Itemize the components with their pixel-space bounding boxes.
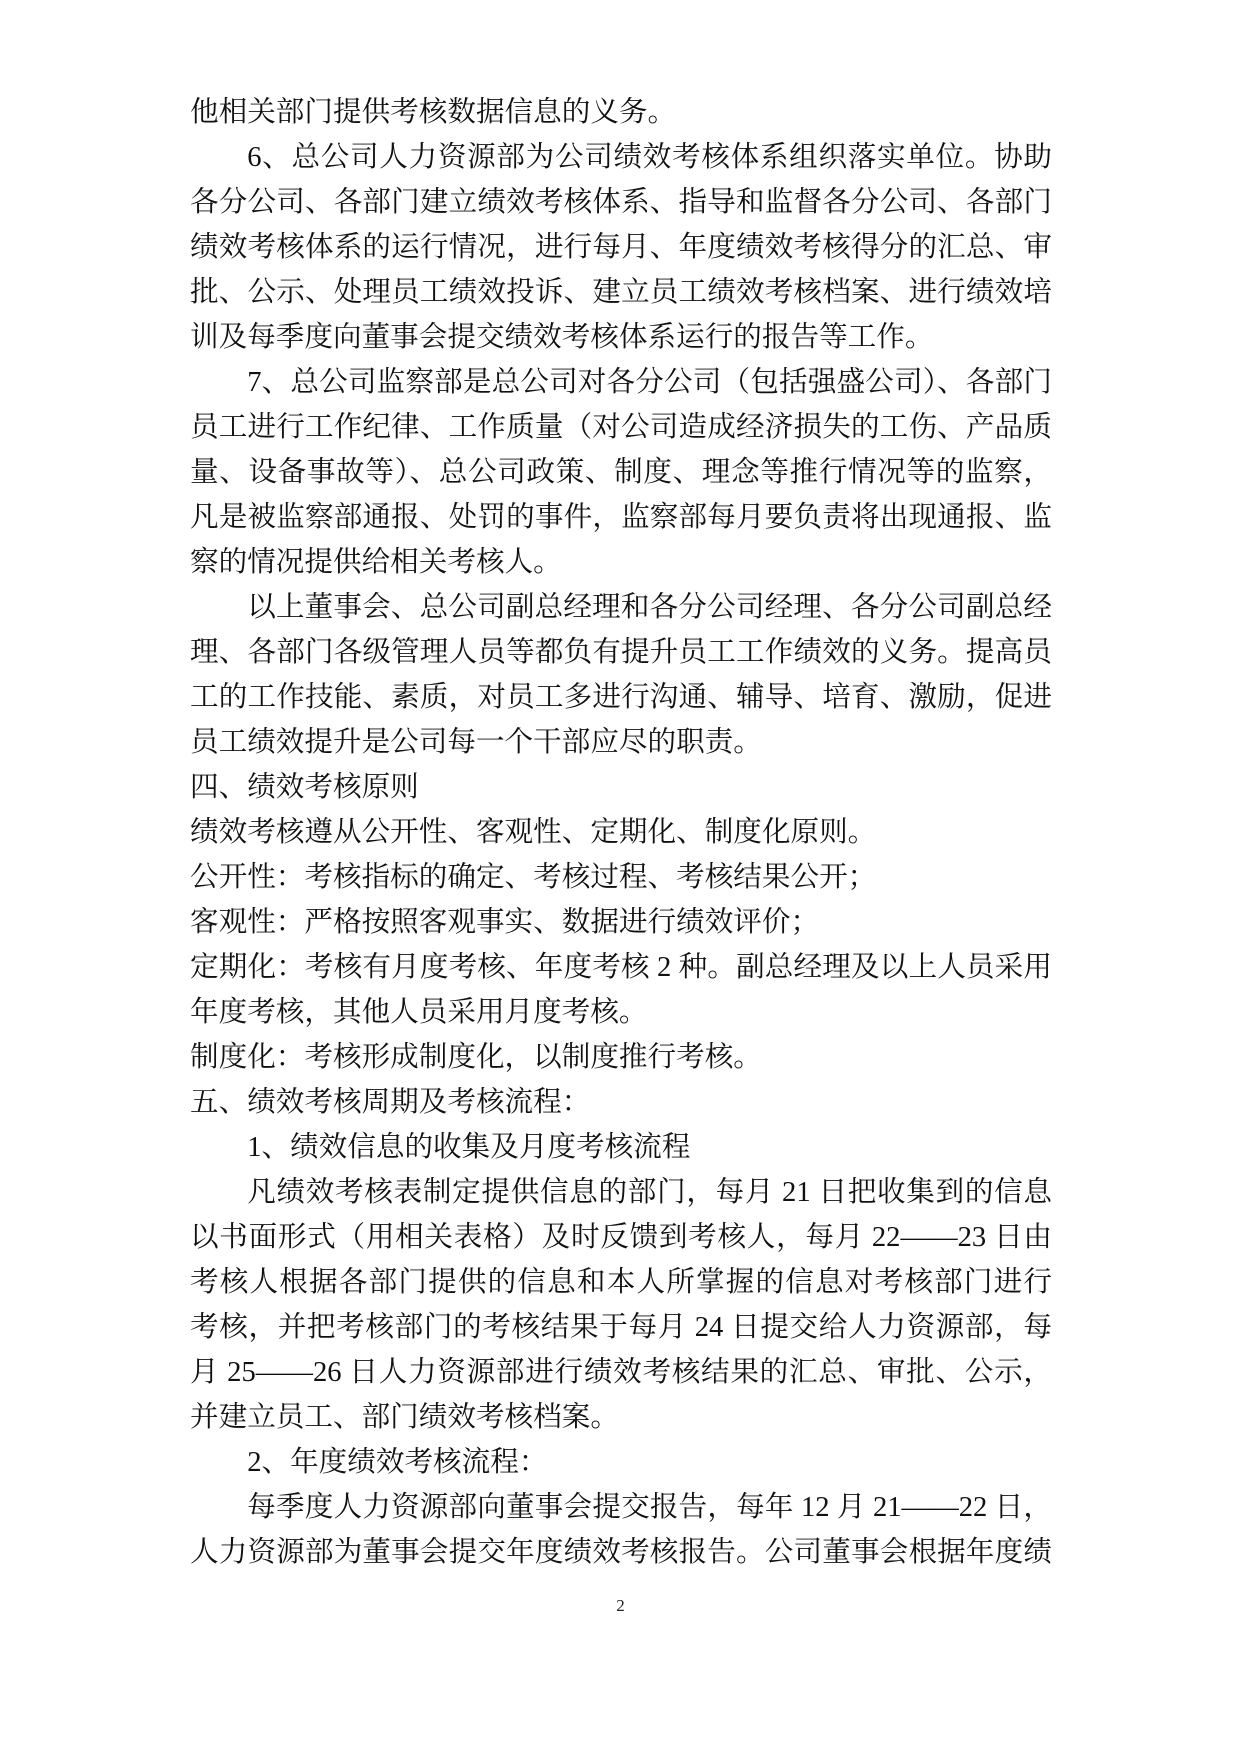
text-line: 员工进行工作纪律、工作质量（对公司造成经济损失的工伤、产品质 — [190, 412, 1052, 443]
text-line: 并建立员工、部门绩效考核档案。 — [190, 1402, 619, 1433]
text-line: 员工绩效提升是公司每一个干部应尽的职责。 — [190, 727, 762, 758]
paragraph-institutionalization — [190, 1035, 1052, 1080]
section-heading: 四、绩效考核原则 — [190, 772, 419, 803]
text-line: 月 25——26 日人力资源部进行绩效考核结果的汇总、审批、公示， — [190, 1357, 1052, 1388]
text-line: 批、公示、处理员工绩效投诉、建立员工绩效考核档案、进行绩效培 — [190, 277, 1052, 308]
text-line: 以上董事会、总公司副总经理和各分公司经理、各分公司副总经 — [247, 592, 1052, 623]
text-line: 各分公司、各部门建立绩效考核体系、指导和监督各分公司、各部门 — [190, 187, 1052, 218]
text-line: 绩效考核遵从公开性、客观性、定期化、制度化原则。 — [190, 817, 877, 848]
paragraph-periodicity — [190, 945, 1052, 1035]
section-heading: 五、绩效考核周期及考核流程： — [190, 1087, 591, 1118]
page-number: 2 — [616, 1596, 625, 1615]
text-line: 训及每季度向董事会提交绩效考核体系运行的报告等工作。 — [190, 322, 934, 353]
text-line: 量、设备事故等）、总公司政策、制度、理念等推行情况等的监察， — [190, 457, 1052, 488]
section-heading-principles — [190, 765, 1052, 810]
paragraph-objectivity — [190, 900, 1052, 945]
subheading-annual-process — [190, 1440, 1052, 1485]
paragraph-annual-process — [190, 1485, 1052, 1575]
section-heading-cycle — [190, 1080, 1052, 1125]
sub-heading: 1、绩效信息的收集及月度考核流程 — [247, 1132, 691, 1163]
paragraph-monthly-process — [190, 1170, 1052, 1440]
text-line: 年度考核，其他人员采用月度考核。 — [190, 997, 648, 1028]
sub-heading: 2、年度绩效考核流程： — [247, 1447, 548, 1478]
text-line: 制度化：考核形成制度化，以制度推行考核。 — [190, 1042, 762, 1073]
text-line: 每季度人力资源部向董事会提交报告，每年 12 月 21——22 日， — [247, 1492, 1052, 1523]
text-line: 7、总公司监察部是总公司对各分公司（包括强盛公司）、各部门 — [247, 367, 1052, 398]
subheading-monthly-process — [190, 1125, 1052, 1170]
text-line: 人力资源部为董事会提交年度绩效考核报告。公司董事会根据年度绩 — [190, 1537, 1052, 1568]
paragraph-summary — [190, 585, 1052, 765]
paragraph-principles-intro — [190, 810, 1052, 855]
text-line: 绩效考核体系的运行情况，进行每月、年度绩效考核得分的汇总、审 — [190, 232, 1052, 263]
text-line: 工的工作技能、素质，对员工多进行沟通、辅导、培育、激励，促进 — [190, 682, 1052, 713]
paragraph-openness — [190, 855, 1052, 900]
text-line: 公开性：考核指标的确定、考核过程、考核结果公开； — [190, 862, 877, 893]
text-line: 他相关部门提供考核数据信息的义务。 — [190, 97, 677, 128]
text-line: 考核，并把考核部门的考核结果于每月 24 日提交给人力资源部，每 — [190, 1312, 1052, 1343]
text-line: 客观性：严格按照客观事实、数据进行绩效评价； — [190, 907, 820, 938]
text-line: 考核人根据各部门提供的信息和本人所掌握的信息对考核部门进行 — [190, 1267, 1052, 1298]
paragraph-item-6 — [190, 135, 1052, 360]
text-line: 凡是被监察部通报、处罚的事件，监察部每月要负责将出现通报、监 — [190, 502, 1052, 533]
text-line: 凡绩效考核表制定提供信息的部门，每月 21 日把收集到的信息 — [247, 1177, 1052, 1208]
text-line: 察的情况提供给相关考核人。 — [190, 547, 562, 578]
document-body — [190, 90, 1052, 1575]
text-line: 以书面形式（用相关表格）及时反馈到考核人，每月 22——23 日由 — [190, 1222, 1052, 1253]
text-line: 定期化：考核有月度考核、年度考核 2 种。副总经理及以上人员采用 — [190, 952, 1052, 983]
text-line: 理、各部门各级管理人员等都负有提升员工工作绩效的义务。提高员 — [190, 637, 1052, 668]
paragraph-item-7 — [190, 360, 1052, 585]
text-line: 6、总公司人力资源部为公司绩效考核体系组织落实单位。协助 — [247, 142, 1052, 173]
paragraph-continuation — [190, 90, 1052, 135]
